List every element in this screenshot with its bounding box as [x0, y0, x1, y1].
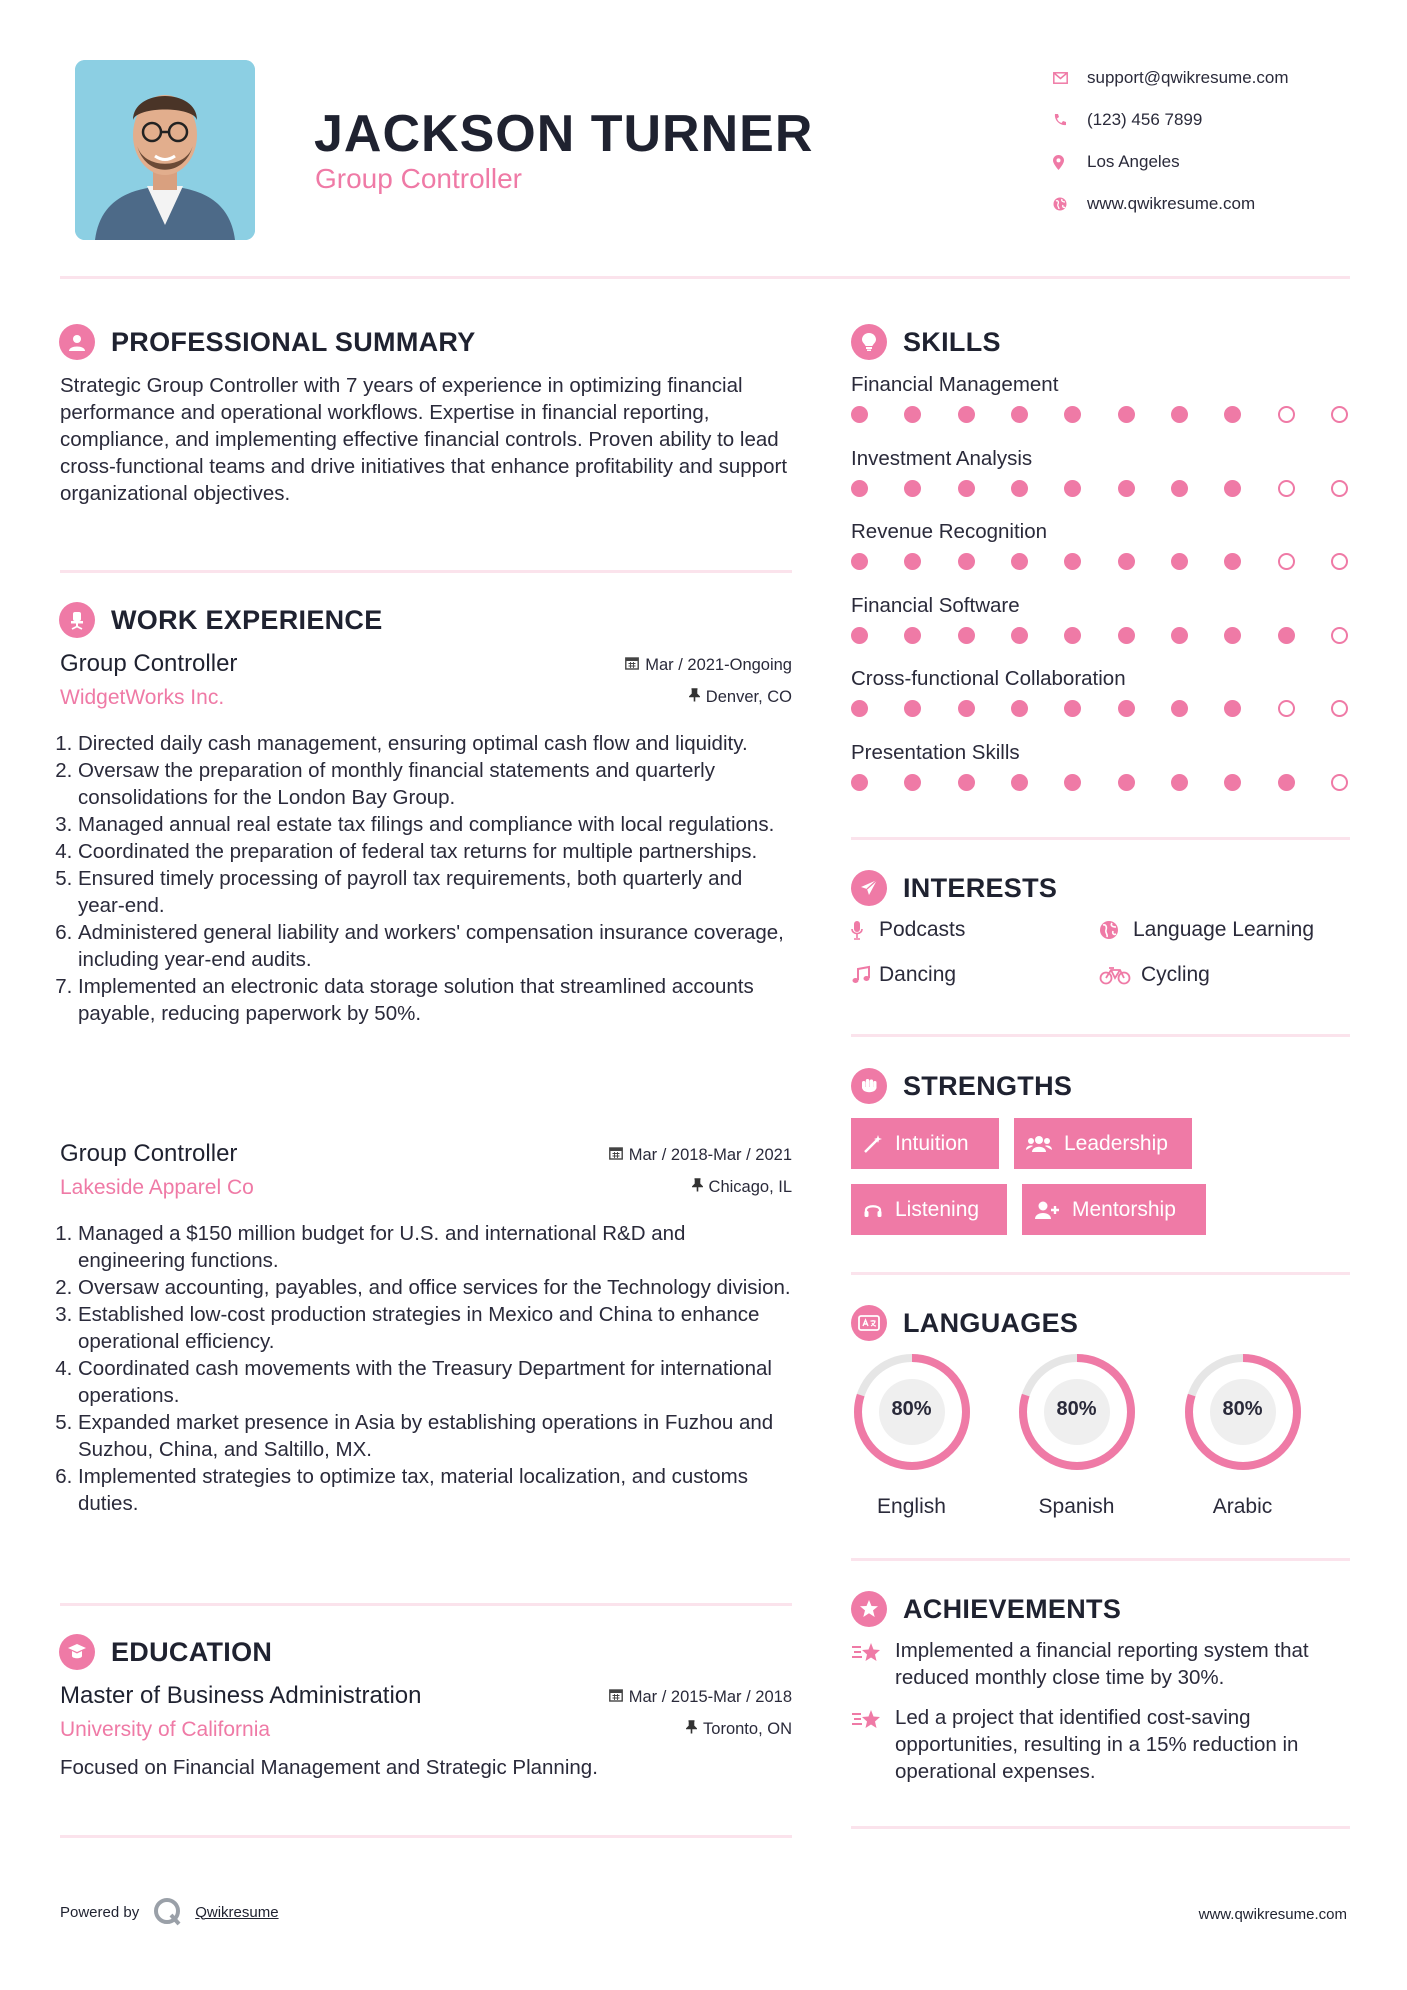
- pushpin-icon: [686, 1720, 697, 1739]
- rating-dot-filled: [851, 480, 868, 497]
- header-divider: [60, 276, 1350, 279]
- skill-item: [851, 591, 1351, 665]
- interest-label: Language Learning: [1133, 918, 1315, 941]
- skill-rating: [851, 406, 1348, 423]
- user-plus-icon: [1034, 1200, 1060, 1220]
- job-location: [689, 688, 792, 707]
- bicycle-icon: [1099, 965, 1141, 985]
- microphone-icon: [851, 920, 879, 940]
- rating-dot-filled: [1118, 480, 1135, 497]
- school-name: University of California: [60, 1718, 271, 1741]
- summary-divider: [60, 570, 792, 573]
- degree-title: Master of Business Administration: [60, 1682, 422, 1709]
- language-name: Arabic: [1212, 1495, 1273, 1518]
- headphones-icon: [863, 1200, 883, 1220]
- location-pin-icon: [1053, 155, 1087, 170]
- rating-dot-filled: [904, 700, 921, 717]
- duty-item: 3. Managed annual real estate tax filings and compliance with local regulations.: [78, 811, 792, 838]
- rating-dot-filled: [1064, 406, 1081, 423]
- award-star-icon: [851, 1591, 887, 1627]
- education-location-text: Toronto, ON: [703, 1720, 792, 1738]
- skill-item: [851, 738, 1351, 812]
- duty-item: 6. Administered general liability and workers' compensation insurance coverage, including year-end audits.: [78, 919, 792, 973]
- music-note-icon: [851, 965, 879, 985]
- skills-list: [851, 370, 1351, 811]
- strength-label: Leadership: [1064, 1131, 1168, 1155]
- rating-dot-filled: [1278, 627, 1295, 644]
- summary-heading: [59, 324, 476, 360]
- language-progress-ring: [1182, 1351, 1304, 1473]
- phone-icon: [1053, 113, 1087, 127]
- rating-dot-filled: [1118, 700, 1135, 717]
- languages-title: LANGUAGES: [903, 1307, 1079, 1338]
- rating-dot-filled: [1064, 774, 1081, 791]
- duty-item: 6. Implemented strategies to optimize tax, material localization, and customs duties.: [78, 1463, 792, 1517]
- rating-dot-filled: [958, 553, 975, 570]
- rating-dot-filled: [1224, 627, 1241, 644]
- qwikresume-brand-link[interactable]: Qwikresume: [195, 1903, 279, 1921]
- contact-phone[interactable]: [1053, 99, 1353, 141]
- job-date: [609, 1146, 792, 1165]
- interest-label: Dancing: [879, 963, 957, 986]
- duty-item: 1. Directed daily cash management, ensuring optimal cash flow and liquidity.: [78, 730, 792, 757]
- rating-dot-filled: [1118, 406, 1135, 423]
- rating-dot-filled: [1224, 480, 1241, 497]
- footer-powered-by: [60, 1897, 279, 1927]
- language-percent: 80%: [1056, 1398, 1097, 1420]
- rating-dot-filled: [958, 700, 975, 717]
- contact-website[interactable]: [1053, 183, 1353, 225]
- rating-dot-filled: [904, 480, 921, 497]
- interest-label: Cycling: [1141, 963, 1210, 986]
- rating-dot-filled: [958, 627, 975, 644]
- rating-dot-filled: [1011, 480, 1028, 497]
- job-title: Group Controller: [60, 650, 238, 677]
- contact-info: [1053, 57, 1353, 225]
- pushpin-icon: [689, 688, 700, 707]
- skills-title: SKILLS: [903, 326, 1001, 357]
- strength-label: Listening: [895, 1197, 980, 1221]
- job-duties: [60, 730, 792, 1027]
- achievements-heading: [851, 1591, 1121, 1627]
- rating-dot-filled: [851, 627, 868, 644]
- rating-dot-filled: [1011, 700, 1028, 717]
- strength-label: Mentorship: [1072, 1197, 1176, 1221]
- interest-label: Podcasts: [879, 918, 966, 941]
- rating-dot-filled: [1171, 480, 1188, 497]
- rating-dot-filled: [1171, 700, 1188, 717]
- candidate-role: Group Controller: [315, 163, 522, 194]
- rating-dot-filled: [851, 553, 868, 570]
- rating-dot-filled: [1224, 406, 1241, 423]
- job-title: Group Controller: [60, 1140, 238, 1167]
- rating-dot-filled: [1224, 700, 1241, 717]
- pushpin-icon: [692, 1178, 703, 1197]
- language-progress-ring: [851, 1351, 973, 1473]
- shooting-star-icon: [851, 1637, 895, 1691]
- skill-item: [851, 370, 1351, 444]
- strengths-heading: [851, 1068, 1072, 1104]
- rating-dot-empty: [1278, 480, 1295, 497]
- calendar-icon: [625, 656, 639, 675]
- skill-item: [851, 444, 1351, 518]
- education-entry: [60, 1682, 792, 1781]
- education-divider: [60, 1835, 792, 1838]
- interests-heading: [851, 870, 1057, 906]
- profile-photo: [75, 60, 255, 240]
- achievement-item: [851, 1637, 1351, 1691]
- strength-tag: [851, 1118, 999, 1169]
- job-entry-1: [60, 650, 792, 1027]
- duty-item: 5. Ensured timely processing of payroll tax requirements, both quarterly and year-end.: [78, 865, 792, 919]
- calendar-icon: [609, 1146, 623, 1165]
- education-location: [686, 1720, 792, 1739]
- strength-tag: [1014, 1118, 1192, 1169]
- contact-phone-text: (123) 456 7899: [1087, 110, 1203, 129]
- duty-item: 7. Implemented an electronic data storage solution that streamlined accounts payable, reducing paperwork by 50%.: [78, 973, 792, 1027]
- rating-dot-empty: [1278, 553, 1295, 570]
- achievements-title: ACHIEVEMENTS: [903, 1593, 1122, 1624]
- experience-title: WORK EXPERIENCE: [111, 604, 383, 635]
- rating-dot-filled: [1011, 553, 1028, 570]
- job-duties: [60, 1220, 792, 1517]
- globe-icon: [1099, 920, 1133, 940]
- languages-divider: [851, 1558, 1350, 1561]
- interest-item: [1099, 963, 1210, 987]
- rating-dot-filled: [1064, 553, 1081, 570]
- language-item: [849, 1351, 974, 1519]
- rating-dot-empty: [1331, 774, 1348, 791]
- education-title: EDUCATION: [111, 1636, 273, 1667]
- education-date-text: Mar / 2015-Mar / 2018: [628, 1688, 792, 1706]
- envelope-icon: [1053, 72, 1087, 84]
- interest-item: [1099, 918, 1314, 942]
- rating-dot-filled: [1011, 406, 1028, 423]
- duty-item: 2. Oversaw the preparation of monthly financial statements and quarterly consolidations for the London Bay Group.: [78, 757, 792, 811]
- duty-item: 2. Oversaw accounting, payables, and office services for the Technology division.: [78, 1274, 792, 1301]
- rating-dot-empty: [1331, 700, 1348, 717]
- rating-dot-filled: [1118, 627, 1135, 644]
- skill-rating: [851, 774, 1348, 791]
- experience-heading: [59, 602, 383, 638]
- users-icon: [1026, 1134, 1052, 1154]
- skills-divider: [851, 837, 1350, 840]
- language-item: [1014, 1351, 1139, 1519]
- duty-item: 1. Managed a $150 million budget for U.S. and international R&D and engineering functions.: [78, 1220, 792, 1274]
- education-date: [609, 1688, 792, 1707]
- interest-item: [851, 963, 956, 987]
- rating-dot-filled: [1171, 627, 1188, 644]
- rating-dot-filled: [1224, 553, 1241, 570]
- achievements-divider: [851, 1826, 1350, 1829]
- candidate-name: JACKSON TURNER: [314, 105, 814, 163]
- job-location-text: Denver, CO: [705, 688, 792, 706]
- job-location: [692, 1178, 792, 1197]
- rating-dot-filled: [958, 480, 975, 497]
- job-entry-2: [60, 1140, 792, 1517]
- powered-by-label: Powered by: [60, 1903, 140, 1921]
- calendar-icon: [609, 1688, 623, 1707]
- rating-dot-filled: [1011, 774, 1028, 791]
- office-chair-icon: [59, 602, 95, 638]
- rating-dot-filled: [851, 406, 868, 423]
- duty-item: 4. Coordinated cash movements with the Treasury Department for international operations.: [78, 1355, 792, 1409]
- summary-title: PROFESSIONAL SUMMARY: [111, 326, 476, 357]
- rating-dot-empty: [1331, 627, 1348, 644]
- experience-divider: [60, 1603, 792, 1606]
- qwikresume-logo-icon: [153, 1897, 183, 1927]
- skill-name: Revenue Recognition: [851, 520, 1048, 543]
- rating-dot-empty: [1331, 480, 1348, 497]
- rating-dot-filled: [1064, 627, 1081, 644]
- skill-rating: [851, 553, 1348, 570]
- strengths-divider: [851, 1272, 1350, 1275]
- skill-name: Financial Management: [851, 373, 1059, 396]
- strength-label: Intuition: [895, 1131, 969, 1155]
- rating-dot-filled: [1278, 774, 1295, 791]
- job-date: [625, 656, 792, 675]
- duty-item: 3. Established low-cost production strategies in Mexico and China to enhance operational efficiency.: [78, 1301, 792, 1355]
- rating-dot-filled: [1011, 627, 1028, 644]
- rating-dot-filled: [1171, 774, 1188, 791]
- strength-tag: [851, 1184, 1007, 1235]
- skill-rating: [851, 480, 1348, 497]
- rating-dot-filled: [1118, 553, 1135, 570]
- rating-dot-filled: [904, 774, 921, 791]
- rating-dot-empty: [1278, 700, 1295, 717]
- rating-dot-filled: [1171, 406, 1188, 423]
- rating-dot-filled: [1118, 774, 1135, 791]
- job-location-text: Chicago, IL: [708, 1178, 792, 1196]
- language-item: [1180, 1351, 1305, 1519]
- paper-plane-icon: [851, 870, 887, 906]
- contact-location: [1053, 141, 1353, 183]
- rating-dot-filled: [958, 406, 975, 423]
- contact-email-text: support@qwikresume.com: [1087, 68, 1289, 87]
- skills-heading: [851, 324, 1001, 360]
- achievement-text: Implemented a financial reporting system that reduced monthly close time by 30%.: [895, 1639, 1309, 1689]
- achievement-item: [851, 1704, 1351, 1785]
- skill-rating: [851, 700, 1348, 717]
- languages-heading: [851, 1305, 1078, 1341]
- rating-dot-filled: [851, 774, 868, 791]
- skill-name: Investment Analysis: [851, 446, 1033, 470]
- skill-name: Cross-functional Collaboration: [851, 667, 1126, 690]
- education-description: Focused on Financial Management and Strategic Planning.: [60, 1756, 598, 1779]
- user-icon: [59, 324, 95, 360]
- rating-dot-empty: [1331, 406, 1348, 423]
- shooting-star-icon: [851, 1704, 895, 1785]
- interests-title: INTERESTS: [903, 872, 1058, 903]
- skill-rating: [851, 627, 1348, 644]
- rating-dot-empty: [1331, 553, 1348, 570]
- rating-dot-filled: [1224, 774, 1241, 791]
- footer-website[interactable]: www.qwikresume.com: [1198, 1906, 1347, 1923]
- contact-location-text: Los Angeles: [1087, 152, 1180, 171]
- language-card-icon: [851, 1305, 887, 1341]
- summary-text: Strategic Group Controller with 7 years of experience in optimizing financial performance and operational workflows. Expertise in financial reporting, compliance, and implementing effective financial controls. Proven ability to lead cross-functional teams and drive initiatives that enhance profitability and support organizational objectives.: [60, 374, 788, 505]
- duty-item: 5. Expanded market presence in Asia by establishing operations in Fuzhou and Suzhou, China, and Saltillo, MX.: [78, 1409, 792, 1463]
- skill-name: Financial Software: [851, 593, 1020, 617]
- rating-dot-filled: [904, 627, 921, 644]
- rating-dot-filled: [958, 774, 975, 791]
- skill-name: Presentation Skills: [851, 740, 1020, 764]
- lightbulb-icon: [851, 324, 887, 360]
- job-company: Lakeside Apparel Co: [60, 1176, 254, 1199]
- language-progress-ring: [1016, 1351, 1138, 1473]
- education-heading: [59, 1634, 272, 1670]
- skill-item: [851, 517, 1351, 591]
- globe-icon: [1053, 197, 1087, 211]
- strengths-title: STRENGTHS: [903, 1070, 1073, 1101]
- rating-dot-filled: [1171, 553, 1188, 570]
- job-date-text: Mar / 2018-Mar / 2021: [628, 1146, 792, 1164]
- interests-divider: [851, 1034, 1350, 1037]
- rating-dot-filled: [904, 406, 921, 423]
- contact-website-text: www.qwikresume.com: [1087, 194, 1256, 213]
- duty-item: 4. Coordinated the preparation of federal tax returns for multiple partnerships.: [78, 838, 792, 865]
- job-company: WidgetWorks Inc.: [60, 686, 225, 709]
- fist-icon: [851, 1068, 887, 1104]
- rating-dot-filled: [1064, 700, 1081, 717]
- rating-dot-filled: [851, 700, 868, 717]
- language-name: Spanish: [1038, 1495, 1115, 1518]
- rating-dot-filled: [1064, 480, 1081, 497]
- achievement-text: Led a project that identified cost-saving opportunities, resulting in a 15% reduction in operational expenses.: [895, 1706, 1299, 1783]
- language-name: English: [877, 1495, 946, 1518]
- language-percent: 80%: [891, 1398, 932, 1420]
- interest-item: [851, 918, 965, 942]
- rating-dot-filled: [904, 553, 921, 570]
- skill-item: [851, 664, 1351, 738]
- magic-wand-icon: [863, 1134, 883, 1154]
- rating-dot-empty: [1278, 406, 1295, 423]
- contact-email[interactable]: [1053, 57, 1353, 99]
- language-percent: 80%: [1222, 1398, 1263, 1420]
- graduate-icon: [59, 1634, 95, 1670]
- strength-tag: [1022, 1184, 1206, 1235]
- job-date-text: Mar / 2021-Ongoing: [645, 656, 792, 674]
